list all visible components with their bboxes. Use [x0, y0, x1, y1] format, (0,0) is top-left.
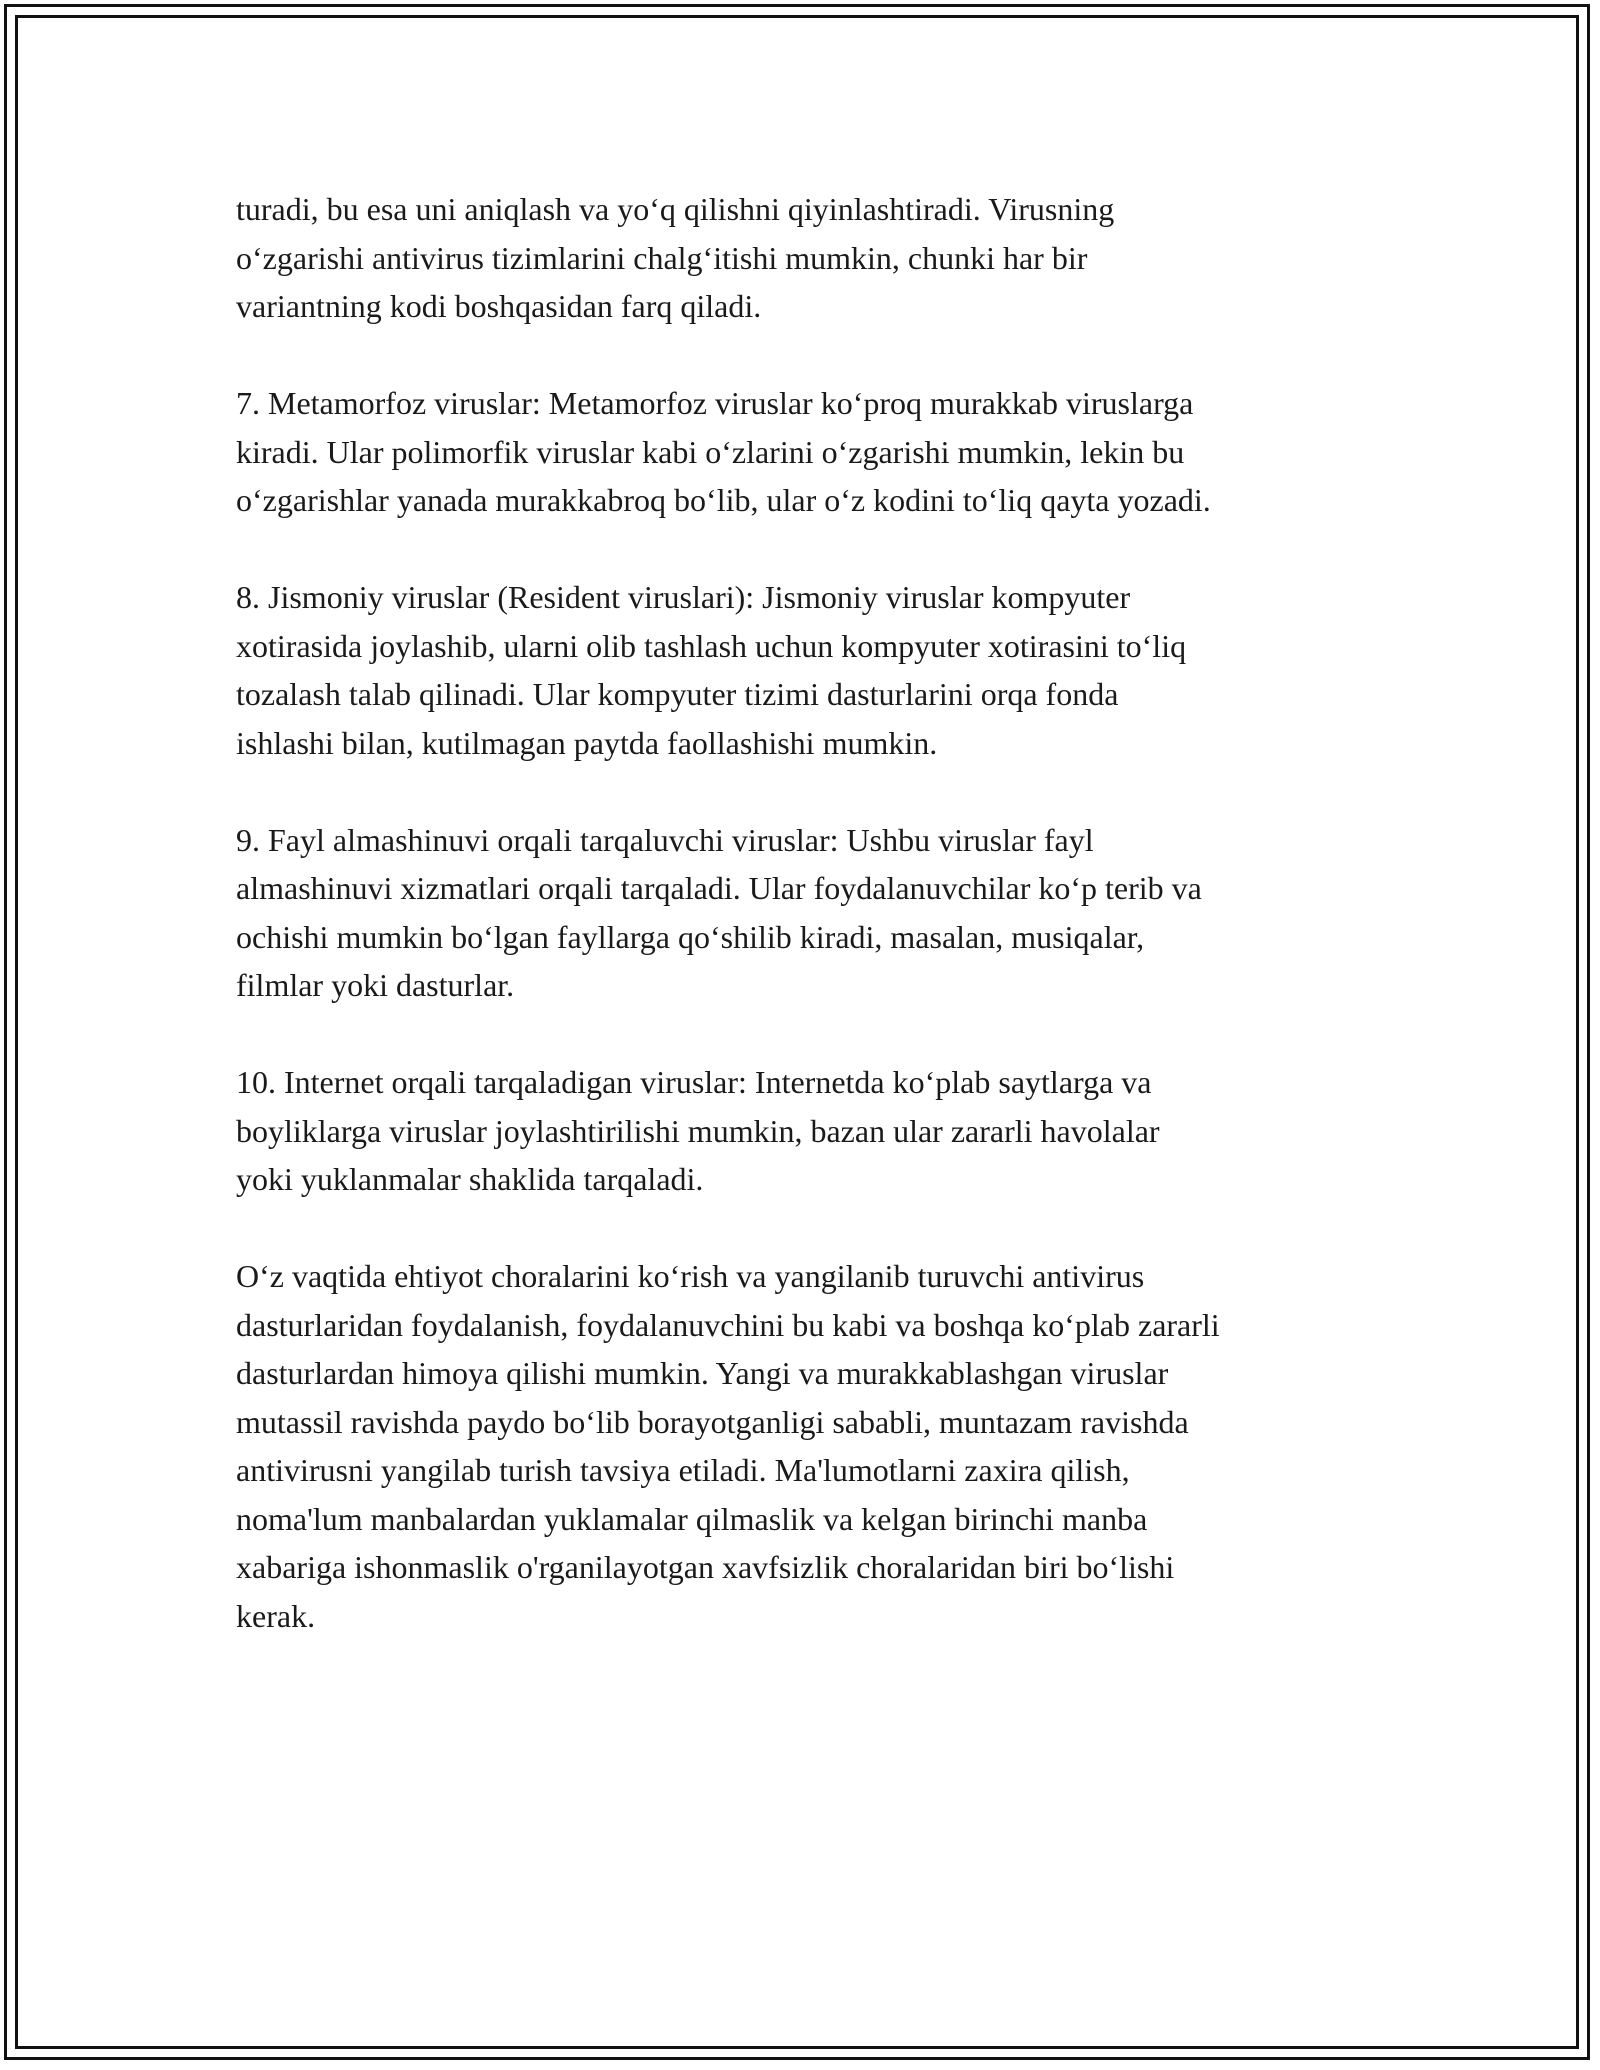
- paragraph-resident-viruses: 8. Jismoniy viruslar (Resident viruslari): Jismoniy viruslar kompyuter xotirasida joylashib, ularni olib tashlash uchun kompyuter xotirasini to‘liq tozalash talab qilinadi. Ular kompyuter tizimi dasturlarini orqa fonda ishlashi bilan, kutilmagan paytda faollashishi mumkin.: [236, 579, 1187, 761]
- paragraph-continuation: turadi, bu esa uni aniqlash va yo‘q qilishni qiyinlashtiradi. Virusning o‘zgarishi antivirus tizimlarini chalg‘itishi mumkin, chunki har bir variantning kodi boshqasidan farq qiladi.: [236, 191, 1115, 324]
- paragraph-conclusion: O‘z vaqtida ehtiyot choralarini ko‘rish va yangilanib turuvchi antivirus dasturlaridan foydalanish, foydalanuvchini bu kabi va boshqa ko‘plab zararli dasturlardan himoya qilishi mumkin. Yangi va murakkablashgan viruslar mutassil ravishda paydo bo‘lib borayotganligi sababli, muntazam ravishda antivirusni yangilab turish tavsiya etiladi. Ma'lumotlarni zaxira qilish, noma'lum manbalardan yuklamalar qilmaslik va kelgan birinchi manba xabariga ishonmaslik o'rganilayotgan xavfsizlik choralaridan biri bo‘lishi kerak.: [236, 1258, 1220, 1634]
- paragraph-internet-viruses: 10. Internet orqali tarqaladigan viruslar: Internetda ko‘plab saytlarga va boyliklarga viruslar joylashtirilishi mumkin, bazan ular zararli havolalar yoki yuklanmalar shaklida tarqaladi.: [236, 1064, 1160, 1197]
- paragraph-file-sharing-viruses: 9. Fayl almashinuvi orqali tarqaluvchi viruslar: Ushbu viruslar fayl almashinuvi xizmatlari orqali tarqaladi. Ular foydalanuvchilar ko‘p terib va ochishi mumkin bo‘lgan fayllarga qo‘shilib kiradi, masalan, musiqalar, filmlar yoki dasturlar.: [236, 821, 1202, 1003]
- document-body: [236, 185, 1376, 1689]
- paragraph-metamorphic-viruses: 7. Metamorfoz viruslar: Metamorfoz viruslar ko‘proq murakkab viruslarga kiradi. Ular polimorfik viruslar kabi o‘zlarini o‘zgarishi mumkin, lekin bu o‘zgarishlar yanada murakkabroq bo‘lib, ular o‘z kodini to‘liq qayta yozadi.: [236, 385, 1211, 518]
